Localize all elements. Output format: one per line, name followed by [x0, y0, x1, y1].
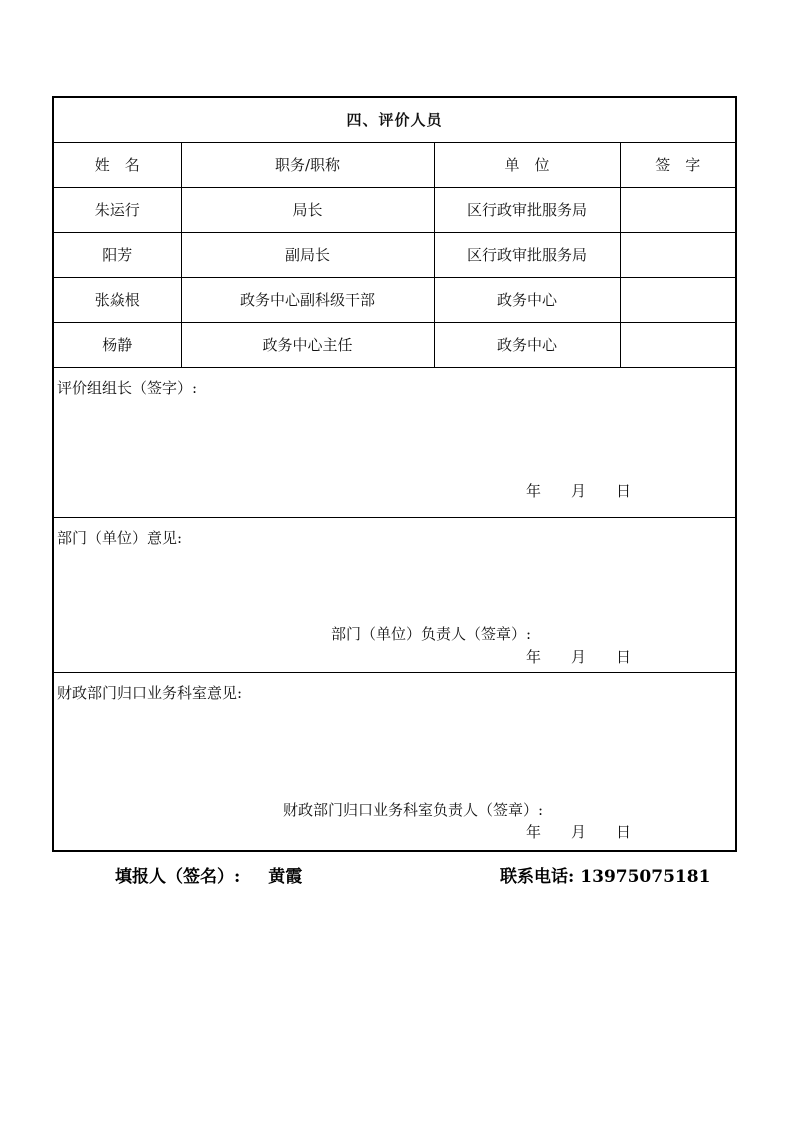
evaluation-table — [52, 96, 737, 852]
section-leader — [53, 367, 736, 517]
cell-signature — [620, 232, 736, 277]
filler-label: 填报人（签名）: — [115, 867, 241, 887]
leader-date-line — [526, 480, 631, 501]
phone-number: 13975075181 — [580, 867, 711, 887]
filler-name: 黄霞 — [268, 867, 303, 887]
cell-title: 副局长 — [181, 232, 434, 277]
section-finance — [53, 672, 736, 851]
table-title: 四、评价人员 — [53, 97, 736, 142]
table-row — [53, 277, 736, 322]
department-date-line — [526, 646, 631, 667]
finance-opinion-label: 财政部门归口业务科室意见: — [57, 683, 243, 702]
department-signer-line: 部门（单位）负责人（签章）: — [331, 624, 532, 643]
month-label: 月 — [571, 647, 587, 666]
cell-name: 张焱根 — [53, 277, 181, 322]
day-label: 日 — [616, 823, 632, 841]
table-row — [53, 187, 736, 232]
leader-signature-label: 评价组组长（签字）: — [57, 378, 198, 397]
filler-line — [115, 862, 302, 887]
section-department — [53, 517, 736, 672]
day-label: 日 — [616, 647, 632, 666]
cell-unit: 区行政审批服务局 — [434, 187, 620, 232]
header-row — [53, 142, 736, 187]
department-opinion-label: 部门（单位）意见: — [57, 528, 183, 547]
year-label: 年 — [526, 823, 542, 841]
phone-label: 联系电话: — [500, 867, 575, 887]
cell-unit: 政务中心 — [434, 277, 620, 322]
month-label: 月 — [571, 823, 587, 841]
cell-name: 朱运行 — [53, 187, 181, 232]
phone-line — [500, 862, 710, 887]
finance-date-line — [526, 821, 631, 842]
title-row — [53, 97, 736, 142]
cell-unit: 政务中心 — [434, 322, 620, 367]
column-header-signature: 签 字 — [620, 142, 736, 187]
year-label: 年 — [526, 647, 542, 666]
table-row — [53, 232, 736, 277]
cell-name: 阳芳 — [53, 232, 181, 277]
cell-title: 政务中心副科级干部 — [181, 277, 434, 322]
column-header-title: 职务/职称 — [181, 142, 434, 187]
finance-signer-line: 财政部门归口业务科室负责人（签章）: — [283, 801, 544, 819]
column-header-unit: 单 位 — [434, 142, 620, 187]
cell-name: 杨静 — [53, 322, 181, 367]
month-label: 月 — [571, 481, 587, 500]
cell-title: 政务中心主任 — [181, 322, 434, 367]
day-label: 日 — [616, 481, 632, 500]
column-header-name: 姓 名 — [53, 142, 181, 187]
year-label: 年 — [526, 481, 542, 500]
cell-signature — [620, 187, 736, 232]
cell-title: 局长 — [181, 187, 434, 232]
cell-signature — [620, 277, 736, 322]
table-row — [53, 322, 736, 367]
cell-unit: 区行政审批服务局 — [434, 232, 620, 277]
cell-signature — [620, 322, 736, 367]
